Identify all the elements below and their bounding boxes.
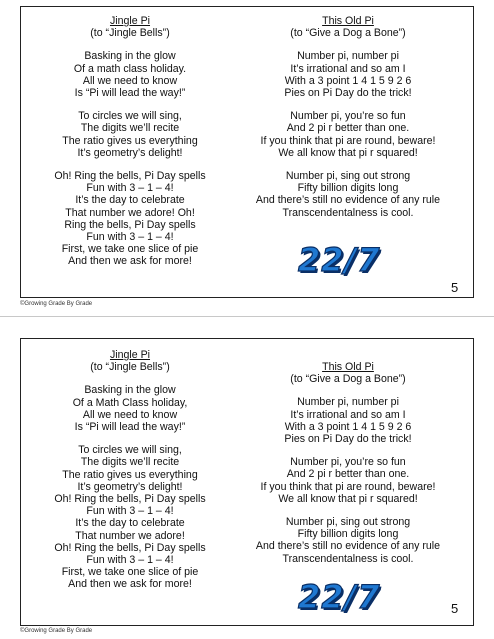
cut-line: [0, 316, 494, 317]
lyric-line: Pies on Pi Day do the trick!: [284, 433, 412, 446]
lyric-line: With a 3 point 1 4 1 5 9 2 6: [284, 420, 412, 433]
stanza: [25, 50, 235, 99]
lyric-line: Basking in the glow: [84, 384, 176, 397]
lyric-line: And there’s still no evidence of any rule: [255, 194, 441, 207]
lyric-line: It’s the day to celebrate: [75, 517, 185, 530]
lyric-line: And there’s still no evidence of any rule: [255, 540, 441, 553]
stanza: [243, 516, 453, 565]
lyric-line: Fun with 3 – 1 – 4!: [86, 182, 174, 195]
this-old-pi-column: [243, 361, 453, 565]
lyric-line: And then we ask for more!: [68, 255, 192, 268]
song-title: Jingle Pi: [109, 349, 151, 361]
lyric-line: First, we take one slice of pie: [61, 243, 199, 256]
lyric-line: Fun with 3 – 1 – 4!: [86, 554, 174, 567]
lyric-line: Fifty billion digits long: [297, 528, 399, 541]
lyric-line: We all know that pi r squared!: [278, 492, 418, 505]
lyric-line: To circles we will sing,: [78, 444, 182, 457]
lyric-line: It’s irrational and so am I: [290, 408, 406, 421]
stanza: [243, 456, 453, 505]
lyric-line: Is “Pi will lead the way!”: [74, 421, 186, 434]
lyric-line: Transcendentalness is cool.: [282, 206, 414, 219]
song-title: This Old Pi: [322, 361, 374, 373]
lyric-line: The ratio gives us everything: [62, 468, 198, 481]
lyric-line: Pies on Pi Day do the trick!: [284, 87, 412, 100]
lyric-line: If you think that pi are round, beware!: [260, 134, 436, 147]
lyric-line: The ratio gives us everything: [62, 134, 198, 147]
jingle-pi-column: [25, 349, 235, 591]
stanza: [243, 50, 453, 99]
fraction-22-7: 22/7: [298, 241, 381, 279]
lyric-line: And 2 pi r better than one.: [286, 122, 410, 135]
song-card-bottom: [20, 338, 474, 626]
lyric-line: Of a Math Class holiday,: [72, 396, 188, 409]
song-subtitle: (to “Jingle Bells”): [90, 361, 170, 374]
song-subtitle: (to “Give a Dog a Bone”): [290, 27, 406, 40]
song-subtitle: (to “Jingle Bells”): [90, 27, 170, 40]
lyric-line: It’s geometry’s delight!: [77, 480, 183, 493]
credit-text: ©Growing Grade By Grade: [20, 301, 93, 307]
stanza: [25, 444, 235, 590]
lyric-line: That number we adore! Oh!: [65, 206, 195, 219]
fraction-22-7: 22/7: [298, 578, 381, 616]
credit-text: ©Growing Grade By Grade: [20, 628, 93, 634]
lyric-line: The digits we’ll recite: [80, 122, 180, 135]
this-old-pi-column: [243, 15, 453, 219]
song-title: Jingle Pi: [109, 15, 151, 27]
lyric-line: Number pi, number pi: [297, 396, 399, 409]
lyric-line: And 2 pi r better than one.: [286, 468, 410, 481]
stanza: [243, 170, 453, 219]
lyric-line: Is “Pi will lead the way!”: [74, 87, 186, 100]
stanza: [243, 110, 453, 159]
lyric-line: Number pi, number pi: [297, 50, 399, 63]
lyric-line: It’s irrational and so am I: [290, 62, 406, 75]
lyric-line: Oh! Ring the bells, Pi Day spells: [54, 493, 206, 506]
song-subtitle: (to “Give a Dog a Bone”): [290, 373, 406, 386]
stanza: [25, 110, 235, 159]
page-number: 5: [451, 601, 459, 616]
stanza: [25, 384, 235, 433]
lyric-line: The digits we’ll recite: [80, 456, 180, 469]
lyric-line: All we need to know: [82, 74, 178, 87]
lyric-line: Fun with 3 – 1 – 4!: [86, 231, 174, 244]
stanza: [25, 170, 235, 268]
song-title: This Old Pi: [322, 15, 374, 27]
lyric-line: And then we ask for more!: [68, 578, 192, 591]
lyric-line: All we need to know: [82, 408, 178, 421]
lyric-line: First, we take one slice of pie: [61, 566, 199, 579]
jingle-pi-column: [25, 15, 235, 268]
lyric-line: Basking in the glow: [84, 50, 176, 63]
page-number: 5: [451, 280, 459, 295]
stanza: [243, 396, 453, 445]
lyric-line: Oh! Ring the bells, Pi Day spells: [54, 170, 206, 183]
lyric-line: To circles we will sing,: [78, 110, 182, 123]
lyric-line: Of a math class holiday.: [73, 62, 187, 75]
lyric-line: We all know that pi r squared!: [278, 146, 418, 159]
lyric-line: Number pi, you’re so fun: [290, 110, 406, 123]
lyric-line: It’s geometry’s delight!: [77, 146, 183, 159]
lyric-line: Number pi, you’re so fun: [290, 456, 406, 469]
lyric-line: Number pi, sing out strong: [285, 170, 411, 183]
lyric-line: With a 3 point 1 4 1 5 9 2 6: [284, 74, 412, 87]
lyric-line: It’s the day to celebrate: [75, 194, 185, 207]
lyric-line: Transcendentalness is cool.: [282, 552, 414, 565]
lyric-line: Fun with 3 – 1 – 4!: [86, 505, 174, 518]
lyric-line: If you think that pi are round, beware!: [260, 480, 436, 493]
lyric-line: Oh! Ring the bells, Pi Day spells: [54, 541, 206, 554]
lyric-line: Fifty billion digits long: [297, 182, 399, 195]
song-card-top: [20, 6, 474, 298]
lyric-line: Number pi, sing out strong: [285, 516, 411, 529]
lyric-line: Ring the bells, Pi Day spells: [64, 218, 196, 231]
lyric-line: That number we adore!: [75, 529, 185, 542]
